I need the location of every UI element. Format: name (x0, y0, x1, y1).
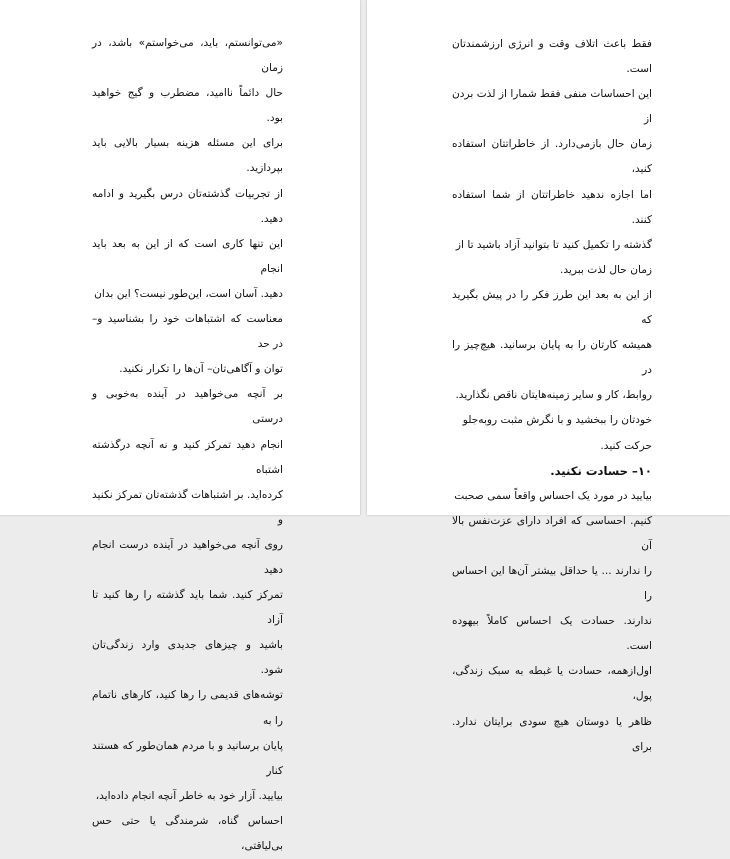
text-line: خودتان را ببخشید و با نگرش مثبت روبه‌جلو (462, 414, 652, 427)
right-page-text (452, 32, 652, 760)
text-line: تمرکز کنید. شما باید گذشته را رها کنید تا آزاد (92, 589, 283, 627)
text-line: همیشه کارتان را به پایان برسانید. هیچ‌چیز را در (452, 339, 652, 377)
text-line: بیایید. آزار خود به خاطر آنچه انجام داده‌اید، (95, 789, 283, 802)
text-line: معناست که اشتباهات خود را بشناسید و– در حد (92, 313, 283, 351)
text-line: بیایید در مورد یک احساس واقعاً سمی صحبت (454, 489, 652, 502)
text-line: زمان حال لذت ببرید. (559, 263, 652, 276)
text-line: احساس گناه، شرمندگی یا حتی حس بی‌لیاقتی، (92, 814, 283, 852)
right-page (367, 0, 730, 753)
text-line: زمان حال بازمی‌دارد. از خاطراتتان استفاده کنید، (452, 138, 652, 176)
text-line: اما اجازه ندهید خاطراتتان از شما استفاده کنند. (452, 188, 652, 226)
text-line: روابط، کار و سایر زمینه‌هایتان ناقص نگذارید. (455, 389, 652, 402)
text-line: «می‌توانستم، باید، می‌خواستم» باشد، در زمان (92, 37, 283, 75)
text-line: ندارند. حسادت یک احساس کاملاً بیهوده است. (452, 615, 652, 653)
text-line: این تنها کاری است که از این به بعد باید انجام (92, 237, 283, 275)
text-line: روی آنچه می‌خواهید در آینده درست انجام دهید (92, 538, 283, 576)
text-line: برای این مسئله هزینه بسیار بالایی باید بپردازید. (92, 137, 283, 175)
left-page (0, 0, 360, 852)
right-paragraph-group-1 (452, 32, 652, 459)
text-line: ظاهر یا دوستان هیچ سودی برایتان ندارد. برای (452, 715, 652, 753)
left-page-text (92, 31, 283, 859)
text-line: اول‌ازهمه، حسادت یا غبطه به سبک زندگی، پول، (452, 665, 652, 703)
text-line: توان و آگاهی‌تان– آن‌ها را تکرار نکنید. (119, 363, 283, 376)
text-line: پایان برسانید و با مردم همان‌طور که هستند کنار (92, 739, 283, 777)
text-line: فقط باعث اتلاف وقت و انرژی ارزشمندتان است. (452, 38, 652, 76)
text-line: این احساسات منفی فقط شمارا از لذت بردن از (452, 88, 652, 126)
section-heading: ۱۰– حسادت نکنید. (550, 463, 652, 478)
text-line: باشید و چیزهای جدیدی وارد زندگی‌تان شود. (92, 639, 283, 677)
text-line: کنیم. احساسی که افراد دارای عزت‌نفس بالا آن (452, 514, 652, 552)
text-line: را ندارند ... یا حداقل بیشتر آن‌ها این احساس را (452, 564, 652, 603)
text-line: از تجربیات گذشته‌تان درس بگیرید و ادامه دهید. (92, 187, 283, 225)
text-line: توشه‌های قدیمی را رها کنید، کارهای ناتمام را به (92, 689, 283, 727)
text-line: دهید. آسان است، این‌طور نیست؟ این بدان (94, 287, 283, 300)
text-line: بر آنچه می‌خواهید در آینده به‌خوبی و درستی (92, 388, 283, 426)
text-line: انجام دهید تمرکز کنید و نه آنچه درگذشته اشتباه (92, 438, 283, 476)
right-paragraph-group-2 (452, 484, 652, 760)
text-line: کرده‌اید. بر اشتباهات گذشته‌تان تمرکز نکنید و (92, 488, 283, 526)
text-line: گذشته را تکمیل کنید تا بتوانید آزاد باشید تا از (455, 238, 652, 251)
text-line: حال دائماً ناامید، مضطرب و گیج خواهید بود. (92, 87, 283, 125)
text-line: حرکت کنید. (600, 439, 652, 452)
text-line: از این به بعد این طرز فکر را در پیش بگیرید که (452, 288, 652, 327)
